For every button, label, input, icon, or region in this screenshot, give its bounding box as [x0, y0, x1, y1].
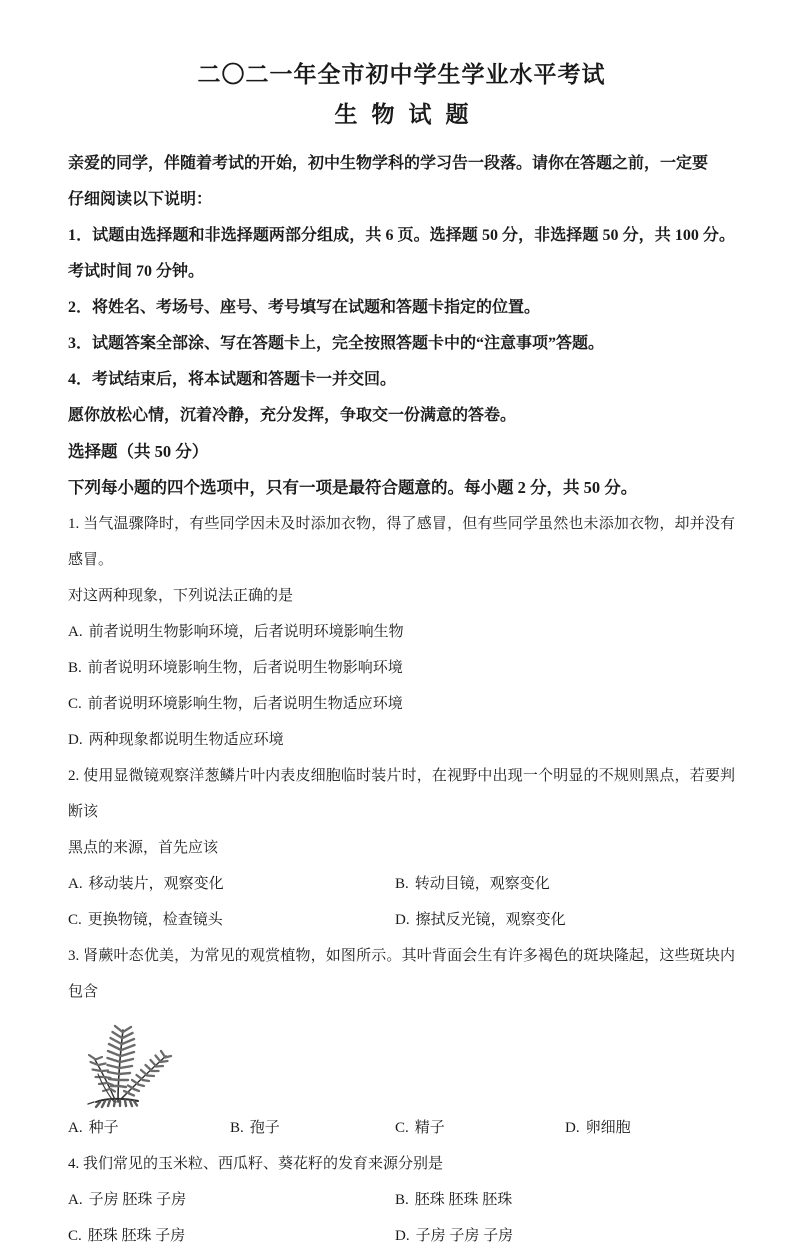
question-2-stem-line-2: 黑点的来源，首先应该 [68, 840, 219, 856]
question-4-option-b[interactable] [395, 1182, 735, 1218]
section-title-multiple-choice: 选择题（共 50 分） [68, 442, 209, 461]
question-2-option-a[interactable] [68, 866, 395, 902]
question-3-option-c[interactable] [395, 1110, 565, 1146]
option-label: D. [68, 732, 83, 748]
option-text: 转动目镜，观察变化 [414, 876, 550, 892]
question-1 [68, 506, 735, 758]
question-2-option-c[interactable] [68, 902, 395, 938]
option-text: 前者说明生物影响环境，后者说明环境影响生物 [88, 624, 404, 640]
option-row [68, 1218, 735, 1254]
option-label: B. [230, 1120, 244, 1136]
question-3 [68, 938, 735, 1146]
option-label: C. [68, 1228, 82, 1244]
option-text: 孢子 [249, 1120, 280, 1136]
option-label: D. [395, 1228, 410, 1244]
option-text: 子房 子房 子房 [415, 1228, 514, 1244]
page-title: 二〇二一年全市初中学生学业水平考试 [197, 62, 606, 87]
option-label: C. [395, 1120, 409, 1136]
question-4-stem-line-1: 4. 我们常见的玉米粒、西瓜籽、葵花籽的发育来源分别是 [68, 1156, 444, 1172]
instruction-item-2: 2．将姓名、考场号、座号、考号填写在试题和答题卡指定的位置。 [68, 299, 541, 316]
question-1-option-c[interactable] [68, 686, 735, 722]
instruction-item-1: 1．试题由选择题和非选择题两部分组成，共 6 页。选择题 50 分，非选择题 50 分，共 100 分。考试时间 70 分钟。 [68, 227, 735, 280]
question-2-option-d[interactable] [395, 902, 735, 938]
question-3-option-a[interactable] [68, 1110, 230, 1146]
option-text: 种子 [88, 1120, 119, 1136]
option-text: 更换物镜，检查镜头 [87, 912, 223, 928]
option-label: C. [68, 912, 82, 928]
option-label: B. [68, 660, 82, 676]
option-row [68, 1182, 735, 1218]
question-1-stem-line-2: 对这两种现象，下列说法正确的是 [68, 588, 294, 604]
question-4-options [68, 1182, 735, 1254]
option-row [68, 722, 735, 758]
instruction-item-3: 3．试题答案全部涂、写在答题卡上，完全按照答题卡中的“注意事项”答题。 [68, 335, 605, 352]
option-text: 两种现象都说明生物适应环境 [88, 732, 284, 748]
option-label: D. [565, 1120, 580, 1136]
question-1-option-d[interactable] [68, 722, 735, 758]
option-row [68, 614, 735, 650]
question-1-options [68, 614, 735, 758]
option-row [68, 1110, 735, 1146]
question-1-option-b[interactable] [68, 650, 735, 686]
question-2-stem-line-1: 2. 使用显微镜观察洋葱鳞片叶内表皮细胞临时装片时，在视野中出现一个明显的不规则黑点，若要判断该 [68, 768, 735, 820]
question-3-option-d[interactable] [565, 1110, 735, 1146]
option-label: D. [395, 912, 410, 928]
option-row [68, 650, 735, 686]
question-1-stem-line-1: 1. 当气温骤降时，有些同学因未及时添加衣物，得了感冒，但有些同学虽然也未添加衣物，却并没有感冒。 [68, 516, 735, 568]
option-text: 精子 [414, 1120, 445, 1136]
option-label: A. [68, 624, 83, 640]
question-3-figure [68, 1010, 735, 1110]
question-3-stem-line-1: 3. 肾蕨叶态优美，为常见的观赏植物，如图所示。其叶背面会生有许多褐色的斑块隆起，这些斑块内包含 [68, 948, 735, 1000]
question-4 [68, 1146, 735, 1254]
page-content [68, 58, 735, 1254]
option-text: 子房 胚珠 子房 [88, 1192, 187, 1208]
question-3-options [68, 1110, 735, 1146]
option-label: A. [68, 1120, 83, 1136]
question-2 [68, 758, 735, 938]
instruction-item-4: 4．考试结束后，将本试题和答题卡一并交回。 [68, 371, 397, 388]
question-1-option-a[interactable] [68, 614, 735, 650]
question-4-option-a[interactable] [68, 1182, 395, 1218]
option-label: B. [395, 876, 409, 892]
option-text: 前者说明环境影响生物，后者说明生物适应环境 [87, 696, 403, 712]
question-2-options [68, 866, 735, 938]
option-label: C. [68, 696, 82, 712]
option-text: 胚珠 胚珠 胚珠 [414, 1192, 513, 1208]
instructions-intro-line-2: 仔细阅读以下说明： [68, 191, 213, 208]
option-row [68, 902, 735, 938]
option-label: A. [68, 1192, 83, 1208]
option-text: 擦拭反光镜，观察变化 [415, 912, 566, 928]
option-row [68, 686, 735, 722]
question-4-option-c[interactable] [68, 1218, 395, 1254]
option-label: B. [395, 1192, 409, 1208]
option-text: 移动装片，观察变化 [88, 876, 224, 892]
question-4-option-d[interactable] [395, 1218, 735, 1254]
option-row [68, 866, 735, 902]
section-directions-multiple-choice: 下列每小题的四个选项中，只有一项是最符合题意的。每小题 2 分，共 50 分。 [68, 478, 638, 497]
page-subtitle: 生物试题 [334, 102, 483, 127]
fern-illustration-icon [76, 1010, 186, 1110]
option-label: A. [68, 876, 83, 892]
option-text: 前者说明环境影响生物，后者说明生物影响环境 [87, 660, 403, 676]
option-text: 胚珠 胚珠 子房 [87, 1228, 186, 1244]
option-text: 卵细胞 [585, 1120, 631, 1136]
instructions-intro-line-1: 亲爱的同学，伴随着考试的开始，初中生物学科的学习告一段落。请你在答题之前，一定要 [68, 155, 709, 172]
instructions-closing: 愿你放松心情，沉着冷静，充分发挥，争取交一份满意的答卷。 [68, 407, 517, 424]
question-3-option-b[interactable] [230, 1110, 395, 1146]
question-2-option-b[interactable] [395, 866, 735, 902]
